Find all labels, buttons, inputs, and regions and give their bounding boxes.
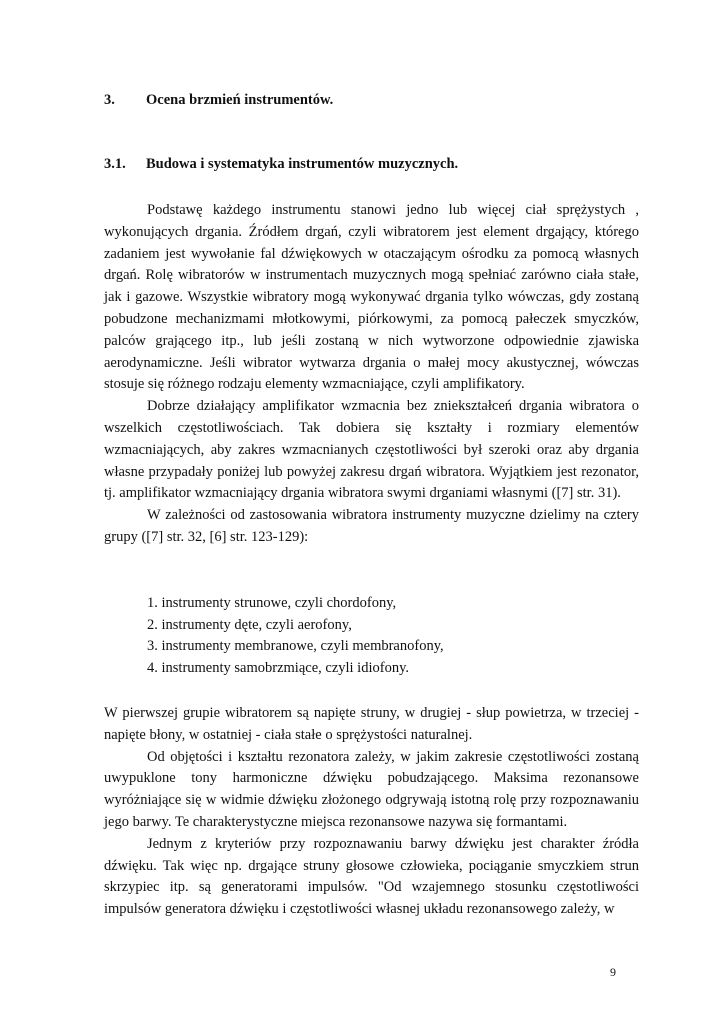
list-item: 1. instrumenty strunowe, czyli chordofony, bbox=[147, 595, 397, 611]
list-item: 2. instrumenty dęte, czyli aerofony, bbox=[147, 616, 352, 633]
instrument-groups-list bbox=[147, 593, 444, 679]
list-item: 3. instrumenty membranowe, czyli membranofony, bbox=[147, 638, 444, 655]
page-number: 9 bbox=[610, 965, 616, 979]
paragraph: Od objętości i kształtu rezonatora zależy, w jakim zakresie częstotliwości zostaną uwypuklone tony harmoniczne dźwięku pobudzającego. Maksima rezonansowe wyróżniające się w widmie dźwięku złożonego odgrywają istotną rolę przy rozpoznawaniu jego barwy. Te charakterystyczne miejsca rezonansowe nazywa się formantami. bbox=[104, 748, 639, 830]
paragraph: Dobrze działający amplifikator wzmacnia bez zniekształceń drgania wibratora o wszelkich częstotliwościach. Tak dobiera się kształty i rozmiary elementów wzmacniających, aby zakres wzmacnianych częstotliwości był szeroki oraz aby drgania własne przypadały poniżej lub powyżej zakresu drgań wibratora. Wyjątkiem jest rezonator, tj. amplifikator wzmacniający drgania wibratora swymi drganiami własnymi ([7] str. 31). bbox=[104, 398, 639, 502]
subsection-heading bbox=[104, 156, 458, 173]
paragraph: Podstawę każdego instrumentu stanowi jedno lub więcej ciał sprężystych , wykonujących drgania. Źródłem drgań, czyli wibratorem jest element drgający, którego zadaniem jest wywołanie fal dźwiękowych w otaczającym ośrodku za pomocą własnych drgań. Rolę wibratorów w instrumentach muzycznych mogą spełniać zarówno ciała stałe, jak i gazowe. Wszystkie wibratory mogą wykonywać drgania tylko wówczas, gdy zostaną pobudzone mechanizmami młotkowymi, piórkowymi, za pomocą pałeczek smyczków, palców grającego itp., lub jeśli zostaną w nich wytworzone odpowiednie zjawiska aerodynamiczne. Jeśli wibrator wytwarza drgania o małej mocy akustycznej, wówczas stosuje się różnego rodzaju elementy wzmacniające, czyli amplifikatory. bbox=[104, 202, 639, 393]
body-text-after-list bbox=[104, 703, 639, 921]
section-number: 3. bbox=[104, 92, 115, 108]
subsection-title: Budowa i systematyka instrumentów muzycznych. bbox=[146, 156, 459, 172]
body-text-before-list bbox=[104, 200, 639, 549]
subsection-number: 3.1. bbox=[104, 156, 126, 172]
paragraph: W pierwszej grupie wibratorem są napięte struny, w drugiej - słup powietrza, w trzeciej - napięte błony, w ostatniej - ciała stałe o sprężystości naturalnej. bbox=[104, 705, 639, 743]
paragraph: Jednym z kryteriów przy rozpoznawaniu barwy dźwięku jest charakter źródła dźwięku. Tak więc np. drgające struny głosowe człowieka, pociąganie smyczkiem strun skrzypiec itp. są generatorami impulsów. "Od wzajemnego stosunku częstotliwości impulsów generatora dźwięku i częstotliwości własnej układu rezonansowego zależy, w bbox=[104, 835, 639, 918]
paragraph: W zależności od zastosowania wibratora instrumenty muzyczne dzielimy na cztery grupy ([7] str. 32, [6] str. 123-129): bbox=[104, 507, 639, 545]
section-title: Ocena brzmień instrumentów. bbox=[146, 92, 334, 108]
list-item: 4. instrumenty samobrzmiące, czyli idiofony. bbox=[147, 659, 410, 676]
section-heading bbox=[104, 92, 333, 109]
